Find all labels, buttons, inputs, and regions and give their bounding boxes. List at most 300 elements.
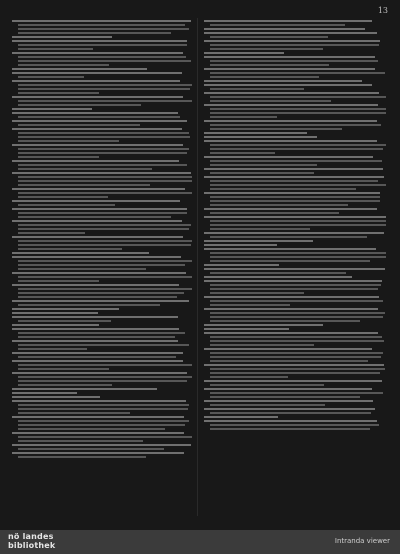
text-line-placeholder: [210, 292, 304, 294]
text-line-placeholder: [204, 104, 378, 106]
text-line-placeholder: [210, 356, 381, 358]
text-line-placeholder: [204, 364, 384, 366]
entry-placeholder: [204, 120, 386, 130]
text-line-placeholder: [12, 144, 183, 146]
text-line-placeholder: [18, 448, 164, 450]
text-line-placeholder: [18, 140, 119, 142]
text-line-placeholder: [210, 340, 384, 342]
entry-placeholder: [12, 316, 192, 322]
text-line-placeholder: [18, 404, 189, 406]
text-line-placeholder: [210, 236, 367, 238]
text-line-placeholder: [18, 192, 192, 194]
text-line-placeholder: [18, 164, 187, 166]
text-line-placeholder: [210, 128, 342, 130]
entry-placeholder: [12, 220, 192, 234]
text-line-placeholder: [18, 436, 192, 438]
text-line-placeholder: [18, 196, 108, 198]
text-line-placeholder: [210, 76, 319, 78]
entry-placeholder: [204, 68, 386, 78]
text-line-placeholder: [204, 264, 279, 266]
text-line-placeholder: [204, 240, 313, 242]
entry-placeholder: [12, 144, 192, 158]
text-line-placeholder: [18, 216, 171, 218]
text-line-placeholder: [18, 248, 122, 250]
entry-placeholder: [12, 52, 192, 66]
entry-placeholder: [12, 388, 192, 390]
entry-placeholder: [204, 308, 386, 322]
text-line-placeholder: [12, 316, 178, 318]
text-line-placeholder: [204, 328, 289, 330]
text-line-placeholder: [18, 124, 140, 126]
text-line-placeholder: [12, 160, 179, 162]
text-line-placeholder: [12, 256, 181, 258]
text-line-placeholder: [210, 144, 386, 146]
text-line-placeholder: [12, 252, 149, 254]
viewer-footer: [0, 530, 400, 554]
text-line-placeholder: [204, 192, 380, 194]
text-line-placeholder: [210, 180, 378, 182]
entry-placeholder: [204, 248, 386, 262]
entry-placeholder: [12, 324, 192, 326]
text-line-placeholder: [210, 88, 304, 90]
entry-placeholder: [204, 232, 386, 238]
text-line-placeholder: [210, 256, 386, 258]
text-line-placeholder: [12, 444, 191, 446]
text-line-placeholder: [12, 400, 186, 402]
text-line-placeholder: [210, 44, 379, 46]
entry-placeholder: [204, 408, 386, 414]
text-line-placeholder: [12, 308, 119, 310]
viewer-label: Intranda viewer: [334, 537, 390, 545]
text-line-placeholder: [18, 268, 146, 270]
text-line-placeholder: [204, 52, 284, 54]
text-line-placeholder: [18, 24, 185, 26]
text-line-placeholder: [18, 424, 185, 426]
text-line-placeholder: [18, 104, 141, 106]
entry-placeholder: [12, 392, 192, 394]
entry-placeholder: [204, 244, 386, 246]
text-line-placeholder: [18, 420, 189, 422]
text-line-placeholder: [18, 168, 152, 170]
logo-line-1: nö landes: [8, 532, 54, 541]
text-line-placeholder: [18, 28, 189, 30]
text-line-placeholder: [18, 332, 185, 334]
entry-placeholder: [204, 80, 386, 82]
text-line-placeholder: [12, 396, 100, 398]
entry-placeholder: [12, 20, 192, 34]
entry-placeholder: [12, 396, 192, 398]
text-line-placeholder: [18, 60, 191, 62]
entry-placeholder: [204, 332, 386, 346]
text-line-placeholder: [18, 88, 190, 90]
text-line-placeholder: [12, 236, 183, 238]
text-line-placeholder: [12, 300, 189, 302]
text-line-placeholder: [204, 68, 375, 70]
entry-placeholder: [12, 68, 192, 70]
text-line-placeholder: [210, 60, 378, 62]
text-line-placeholder: [210, 344, 314, 346]
text-line-placeholder: [210, 424, 379, 426]
text-line-placeholder: [210, 212, 339, 214]
entry-placeholder: [204, 40, 386, 50]
text-line-placeholder: [18, 56, 186, 58]
text-line-placeholder: [12, 416, 184, 418]
text-line-placeholder: [210, 360, 368, 362]
entry-placeholder: [204, 420, 386, 430]
entry-placeholder: [12, 96, 192, 106]
text-line-placeholder: [18, 440, 143, 442]
text-line-placeholder: [210, 260, 370, 262]
text-line-placeholder: [210, 392, 383, 394]
text-line-placeholder: [18, 320, 111, 322]
text-line-placeholder: [12, 360, 183, 362]
entry-placeholder: [12, 452, 192, 458]
text-line-placeholder: [210, 160, 382, 162]
text-line-placeholder: [18, 204, 115, 206]
text-line-placeholder: [204, 168, 383, 170]
text-line-placeholder: [12, 172, 191, 174]
text-line-placeholder: [12, 208, 187, 210]
text-line-placeholder: [210, 288, 378, 290]
entry-placeholder: [12, 252, 192, 254]
entry-placeholder: [12, 340, 192, 350]
text-line-placeholder: [204, 380, 382, 382]
text-line-placeholder: [204, 232, 384, 234]
text-line-placeholder: [204, 296, 379, 298]
text-line-placeholder: [210, 112, 386, 114]
text-line-placeholder: [204, 388, 372, 390]
text-line-placeholder: [18, 376, 192, 378]
library-logo: [8, 532, 72, 550]
text-line-placeholder: [210, 204, 348, 206]
text-line-placeholder: [210, 196, 380, 198]
text-line-placeholder: [18, 152, 187, 154]
text-line-placeholder: [204, 244, 277, 246]
entry-placeholder: [204, 276, 386, 278]
entry-placeholder: [204, 140, 386, 154]
text-line-placeholder: [12, 284, 179, 286]
text-line-placeholder: [18, 176, 192, 178]
entry-placeholder: [12, 272, 192, 282]
text-line-placeholder: [18, 136, 190, 138]
text-line-placeholder: [12, 188, 185, 190]
text-line-placeholder: [18, 116, 180, 118]
text-line-placeholder: [204, 408, 375, 410]
entry-placeholder: [204, 208, 386, 214]
text-line-placeholder: [12, 220, 182, 222]
text-line-placeholder: [18, 184, 150, 186]
text-line-placeholder: [18, 228, 189, 230]
entry-placeholder: [204, 52, 386, 54]
text-line-placeholder: [210, 312, 385, 314]
entry-placeholder: [12, 40, 192, 50]
entry-placeholder: [204, 136, 386, 138]
entry-placeholder: [12, 112, 192, 118]
entry-placeholder: [12, 120, 192, 126]
text-line-placeholder: [18, 456, 146, 458]
text-line-placeholder: [204, 324, 323, 326]
text-line-placeholder: [18, 240, 192, 242]
text-line-placeholder: [12, 72, 182, 74]
text-line-placeholder: [210, 152, 275, 154]
text-line-placeholder: [18, 288, 192, 290]
text-line-placeholder: [18, 244, 191, 246]
text-line-placeholder: [12, 452, 184, 454]
text-line-placeholder: [18, 156, 99, 158]
entry-placeholder: [12, 328, 192, 338]
entry-placeholder: [204, 380, 386, 386]
column-divider: [197, 18, 198, 516]
entry-placeholder: [12, 400, 192, 414]
text-line-placeholder: [210, 24, 345, 26]
text-line-placeholder: [204, 176, 384, 178]
text-line-placeholder: [210, 228, 310, 230]
page-number: 13: [377, 6, 388, 15]
text-line-placeholder: [204, 40, 380, 42]
entry-placeholder: [12, 208, 192, 218]
entry-placeholder: [12, 36, 192, 38]
text-line-placeholder: [204, 80, 362, 82]
entry-placeholder: [12, 236, 192, 250]
text-line-placeholder: [18, 148, 189, 150]
text-line-placeholder: [12, 108, 92, 110]
text-line-placeholder: [12, 372, 187, 374]
text-line-placeholder: [210, 428, 370, 430]
entry-placeholder: [12, 188, 192, 198]
entry-placeholder: [12, 416, 192, 430]
text-line-placeholder: [210, 300, 383, 302]
entry-placeholder: [204, 324, 386, 326]
entry-placeholder: [204, 168, 386, 174]
text-line-placeholder: [210, 148, 383, 150]
text-line-placeholder: [12, 324, 99, 326]
entry-placeholder: [204, 348, 386, 362]
entry-placeholder: [204, 328, 386, 330]
text-line-placeholder: [12, 432, 184, 434]
text-line-placeholder: [18, 380, 187, 382]
text-line-placeholder: [210, 272, 346, 274]
entry-placeholder: [204, 156, 386, 166]
text-line-placeholder: [18, 260, 192, 262]
text-line-placeholder: [210, 412, 371, 414]
text-line-placeholder: [210, 36, 328, 38]
entry-placeholder: [12, 256, 192, 270]
entry-placeholder: [204, 240, 386, 242]
text-line-placeholder: [18, 84, 192, 86]
text-line-placeholder: [18, 336, 175, 338]
text-line-placeholder: [12, 312, 98, 314]
entry-placeholder: [12, 160, 192, 170]
text-line-placeholder: [204, 32, 377, 34]
text-line-placeholder: [204, 308, 378, 310]
text-line-placeholder: [12, 120, 187, 122]
entry-placeholder: [204, 216, 386, 230]
text-line-placeholder: [18, 44, 187, 46]
text-line-placeholder: [204, 348, 372, 350]
text-line-placeholder: [210, 384, 324, 386]
entry-placeholder: [204, 84, 386, 90]
text-line-placeholder: [204, 208, 377, 210]
text-line-placeholder: [210, 172, 314, 174]
text-line-placeholder: [18, 368, 109, 370]
text-line-placeholder: [18, 408, 188, 410]
text-line-placeholder: [210, 368, 385, 370]
entry-placeholder: [12, 200, 192, 206]
text-line-placeholder: [18, 276, 192, 278]
entry-placeholder: [204, 132, 386, 134]
entry-placeholder: [12, 444, 192, 450]
entry-placeholder: [12, 80, 192, 94]
text-line-placeholder: [18, 348, 87, 350]
entry-placeholder: [204, 104, 386, 118]
entry-placeholder: [204, 388, 386, 398]
text-line-placeholder: [18, 264, 185, 266]
entry-placeholder: [204, 400, 386, 406]
entry-placeholder: [204, 176, 386, 190]
text-line-placeholder: [204, 216, 386, 218]
entry-placeholder: [12, 172, 192, 186]
text-line-placeholder: [12, 40, 187, 42]
text-line-placeholder: [210, 404, 325, 406]
entry-placeholder: [204, 192, 386, 206]
text-line-placeholder: [12, 128, 182, 130]
text-line-placeholder: [18, 364, 192, 366]
entry-placeholder: [12, 128, 192, 142]
text-line-placeholder: [210, 124, 381, 126]
text-line-placeholder: [210, 320, 360, 322]
text-line-placeholder: [210, 224, 386, 226]
text-line-placeholder: [204, 132, 307, 134]
text-line-placeholder: [12, 36, 112, 38]
text-line-placeholder: [12, 392, 77, 394]
text-line-placeholder: [204, 136, 317, 138]
right-column: [204, 20, 386, 516]
text-line-placeholder: [18, 292, 184, 294]
text-line-placeholder: [18, 280, 99, 282]
entry-placeholder: [204, 364, 386, 378]
text-line-placeholder: [204, 156, 373, 158]
text-line-placeholder: [18, 76, 84, 78]
text-line-placeholder: [210, 352, 383, 354]
text-line-placeholder: [18, 100, 192, 102]
left-column: [12, 20, 192, 516]
text-line-placeholder: [204, 248, 376, 250]
text-line-placeholder: [204, 332, 378, 334]
text-line-placeholder: [210, 372, 380, 374]
text-line-placeholder: [12, 272, 186, 274]
entry-placeholder: [12, 352, 192, 358]
text-line-placeholder: [12, 352, 183, 354]
text-line-placeholder: [210, 220, 386, 222]
text-line-placeholder: [210, 164, 317, 166]
text-line-placeholder: [12, 80, 180, 82]
text-line-placeholder: [210, 376, 288, 378]
entry-placeholder: [204, 268, 386, 274]
text-line-placeholder: [204, 120, 377, 122]
text-line-placeholder: [12, 68, 147, 70]
entry-placeholder: [204, 28, 386, 30]
text-line-placeholder: [204, 276, 352, 278]
text-line-placeholder: [12, 112, 178, 114]
text-line-placeholder: [18, 224, 191, 226]
entry-placeholder: [204, 92, 386, 102]
text-line-placeholder: [18, 32, 171, 34]
text-line-placeholder: [210, 48, 323, 50]
entry-placeholder: [12, 308, 192, 310]
entry-placeholder: [12, 312, 192, 314]
entry-placeholder: [204, 416, 386, 418]
text-line-placeholder: [210, 108, 386, 110]
text-line-placeholder: [18, 132, 189, 134]
text-line-placeholder: [18, 212, 187, 214]
text-line-placeholder: [210, 184, 386, 186]
text-line-placeholder: [210, 336, 382, 338]
text-line-placeholder: [12, 96, 183, 98]
text-line-placeholder: [12, 200, 180, 202]
text-line-placeholder: [204, 20, 372, 22]
text-line-placeholder: [210, 304, 290, 306]
entry-placeholder: [12, 72, 192, 78]
text-line-placeholder: [12, 388, 157, 390]
text-line-placeholder: [204, 420, 377, 422]
text-line-placeholder: [210, 316, 383, 318]
text-line-placeholder: [18, 412, 130, 414]
text-line-placeholder: [210, 64, 329, 66]
text-line-placeholder: [210, 116, 277, 118]
text-line-placeholder: [18, 344, 189, 346]
text-line-placeholder: [18, 304, 160, 306]
text-line-placeholder: [204, 84, 372, 86]
text-line-placeholder: [204, 280, 382, 282]
text-line-placeholder: [18, 92, 99, 94]
text-line-placeholder: [210, 72, 385, 74]
entry-placeholder: [12, 108, 192, 110]
text-line-placeholder: [18, 296, 177, 298]
entry-placeholder: [12, 284, 192, 298]
text-line-placeholder: [210, 96, 386, 98]
text-line-placeholder: [204, 28, 365, 30]
text-line-placeholder: [204, 416, 278, 418]
text-line-placeholder: [18, 232, 85, 234]
text-line-placeholder: [12, 52, 183, 54]
entry-placeholder: [12, 432, 192, 442]
text-line-placeholder: [12, 340, 178, 342]
text-line-placeholder: [18, 428, 165, 430]
text-line-placeholder: [12, 328, 179, 330]
text-line-placeholder: [18, 180, 192, 182]
text-line-placeholder: [210, 284, 381, 286]
entry-placeholder: [204, 56, 386, 66]
text-line-placeholder: [210, 252, 386, 254]
text-line-placeholder: [204, 268, 385, 270]
text-line-placeholder: [18, 356, 176, 358]
entry-placeholder: [204, 20, 386, 26]
text-line-placeholder: [18, 64, 109, 66]
text-line-placeholder: [210, 200, 380, 202]
text-line-placeholder: [18, 48, 93, 50]
text-line-placeholder: [204, 400, 373, 402]
entry-placeholder: [12, 300, 192, 306]
entry-placeholder: [12, 372, 192, 386]
text-line-placeholder: [204, 56, 375, 58]
text-line-placeholder: [18, 384, 112, 386]
text-line-placeholder: [210, 100, 331, 102]
text-line-placeholder: [12, 20, 191, 22]
entry-placeholder: [204, 296, 386, 306]
logo-line-2: bibliothek: [8, 541, 56, 550]
entry-placeholder: [204, 264, 386, 266]
entry-placeholder: [12, 360, 192, 370]
